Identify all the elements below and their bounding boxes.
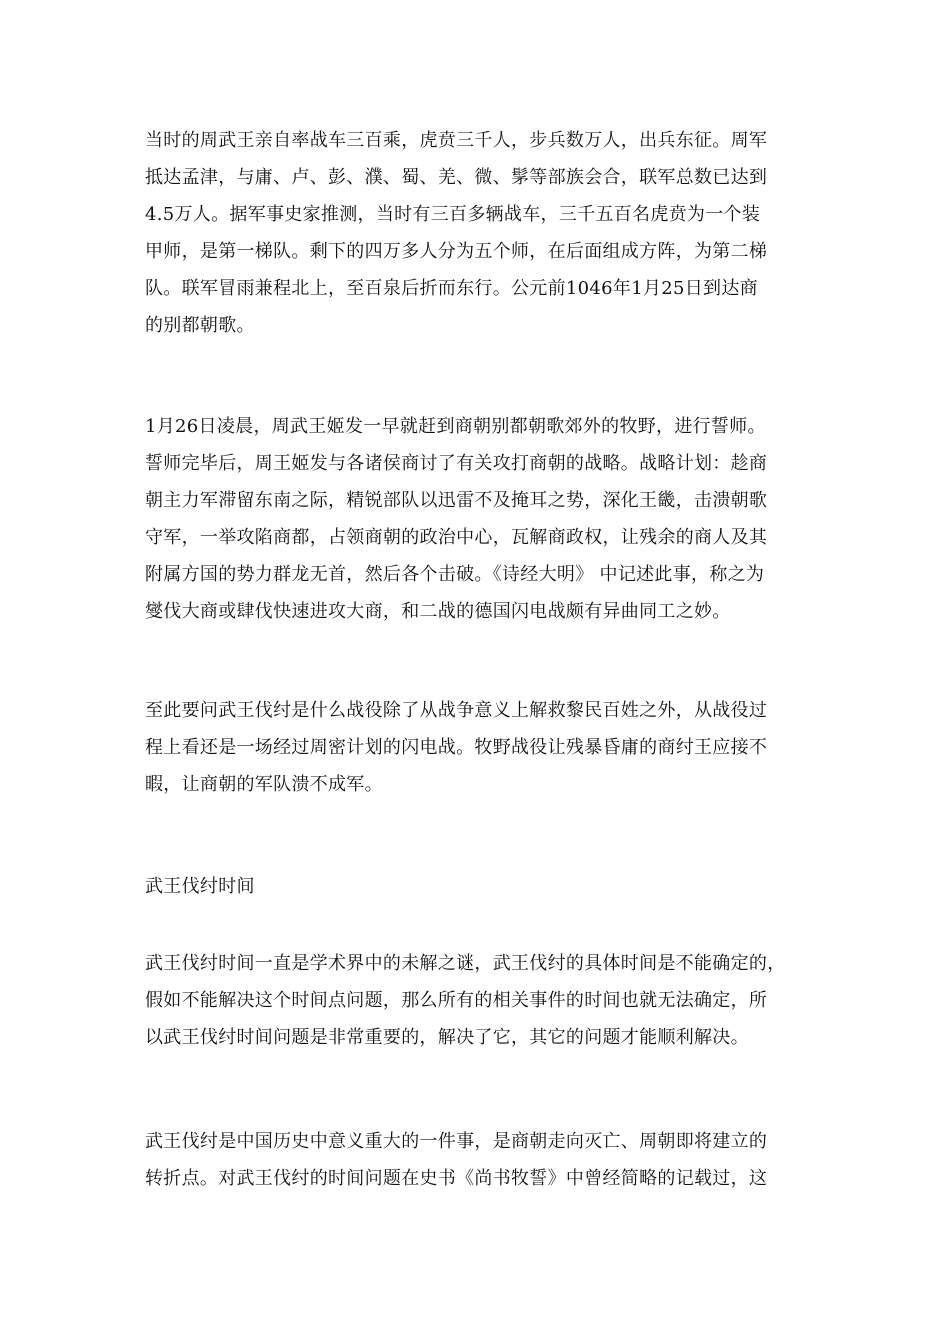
text-line: 朝主力军滞留东南之际，精锐部队以迅雷不及掩耳之势，深化王畿，击溃朝歌 — [145, 490, 768, 511]
text-line: 1月26日凌晨，周武王姬发一早就赶到商朝别都朝歌郊外的牧野，进行誓师。 — [145, 416, 766, 437]
paragraph-historical-significance — [145, 1123, 815, 1197]
text-line: 4.5万人。据军事史家推测，当时有三百多辆战车，三千五百名虎贲为一个装 — [145, 204, 761, 225]
text-line: 转折点。对武王伐纣的时间问题在史书《尚书牧誓》中曾经简略的记载过，这 — [145, 1168, 768, 1189]
text-line: 以武王伐纣时间问题是非常重要的，解决了它，其它的问题才能顺利解决。 — [145, 1027, 749, 1048]
text-line: 守军，一举攻陷商都，占领商朝的政治中心，瓦解商政权，让残余的商人及其 — [145, 527, 768, 548]
text-line: 抵达孟津，与庸、卢、彭、濮、蜀、羌、微、髳等部族会合，联军总数已达到 — [145, 167, 768, 188]
paragraph-muye-oath — [145, 408, 815, 630]
text-line: 当时的周武王亲自率战车三百乘，虎贲三千人，步兵数万人，出兵东征。周军 — [145, 130, 768, 151]
text-line: 誓师完毕后，周王姬发与各诸侯商讨了有关攻打商朝的战略。战略计划：趁商 — [145, 453, 768, 474]
text-line: 燮伐大商或肆伐快速进攻大商，和二战的德国闪电战颇有异曲同工之妙。 — [145, 601, 731, 622]
paragraph-zhou-army-march — [145, 122, 815, 344]
paragraph-blitzkrieg — [145, 692, 815, 803]
text-line: 至此要问武王伐纣是什么战役除了从战争意义上解救黎民百姓之外，从战役过 — [145, 700, 768, 721]
paragraph-time-mystery — [145, 945, 815, 1056]
text-line: 武王伐纣是中国历史中意义重大的一件事，是商朝走向灭亡、周朝即将建立的 — [145, 1131, 768, 1152]
text-line: 甲师，是第一梯队。剩下的四万多人分为五个师，在后面组成方阵，为第二梯 — [145, 241, 768, 262]
text-line: 的别都朝歌。 — [145, 315, 255, 336]
section-heading — [145, 868, 815, 905]
text-line: 队。联军冒雨兼程北上，至百泉后折而东行。公元前1046年1月25日到达商 — [145, 278, 758, 299]
section-heading-text: 武王伐纣时间 — [145, 876, 255, 897]
text-line: 程上看还是一场经过周密计划的闪电战。牧野战役让残暴昏庸的商纣王应接不 — [145, 737, 768, 758]
text-line: 暇，让商朝的军队溃不成军。 — [145, 774, 383, 795]
text-line: 假如不能解决这个时间点问题，那么所有的相关事件的时间也就无法确定，所 — [145, 990, 768, 1011]
text-line: 武王伐纣时间一直是学术界中的未解之谜，武王伐纣的具体时间是不能确定的， — [145, 953, 786, 974]
text-line: 附属方国的势力群龙无首，然后各个击破。《诗经大明》 中记述此事，称之为 — [145, 564, 765, 585]
